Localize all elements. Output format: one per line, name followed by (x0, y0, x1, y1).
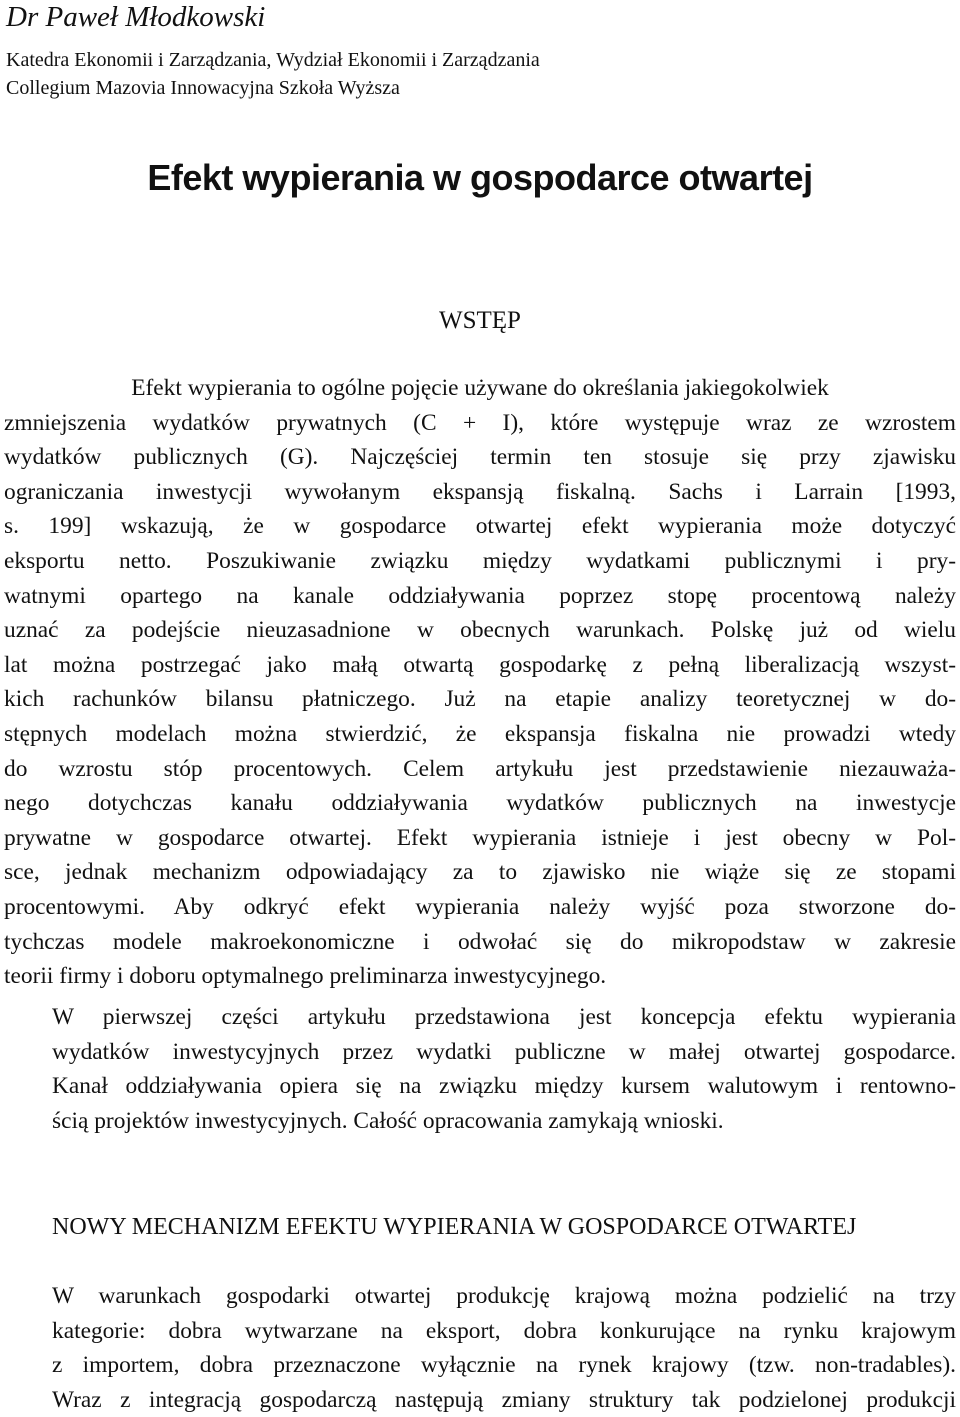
text-line: Kanał oddziaływania opiera się na związku między kursem walutowym i rentowno- (52, 1073, 956, 1100)
text-line: watnymi opartego na kanale oddziaływania poprzez stopę procentową należy (4, 582, 956, 609)
paragraph-introduction-1 (4, 371, 956, 994)
text-line: z importem, dobra przeznaczone wyłącznie na rynek krajowy (tzw. non-tradables). (52, 1352, 956, 1379)
text-line: uznać za podejście nieuzasadnione w obecnych warunkach. Polskę już od wielu (4, 617, 956, 644)
text-line: W pierwszej części artykułu przedstawiona jest koncepcja efektu wypierania (52, 1004, 956, 1030)
text-line: teorii firmy i doboru optymalnego preliminarza inwestycyjnego. (4, 963, 607, 990)
text-line: sce, jednak mechanizm odpowiadający za to zjawisko nie wiąże się ze stopami (4, 859, 956, 886)
text-line: lat można postrzegać jako małą otwartą gospodarkę z pełną liberalizacją wszyst- (4, 651, 956, 678)
text-line: Efekt wypierania to ogólne pojęcie używane do określania jakiegokolwiek (131, 375, 829, 401)
text-line: W warunkach gospodarki otwartej produkcję krajową można podzielić na trzy (52, 1283, 956, 1309)
text-line: ograniczania inwestycji wywołanym ekspansją fiskalną. Sachs i Larrain [1993, (4, 478, 956, 505)
affiliation-department: Katedra Ekonomii i Zarządzania, Wydział Ekonomii i Zarządzania (6, 49, 540, 71)
text-line: prywatne w gospodarce otwartej. Efekt wypierania istnieje i jest obecny w Pol- (4, 824, 956, 851)
paper-title: Efekt wypierania w gospodarce otwartej (147, 157, 813, 198)
paragraph-new-mechanism-1 (4, 1279, 956, 1417)
text-line: tychczas modele makroekonomiczne i odwołać się do mikropodstaw w zakresie (4, 928, 956, 955)
affiliation-institution: Collegium Mazovia Innowacyjna Szkoła Wyższa (6, 77, 400, 99)
section-heading-introduction: WSTĘP (439, 307, 521, 334)
text-line: zmniejszenia wydatków prywatnych (C + I), które występuje wraz ze wzrostem (4, 409, 956, 436)
text-line: s. 199] wskazują, że w gospodarce otwartej efekt wypierania może dotyczyć (4, 513, 956, 540)
text-line: eksportu netto. Poszukiwanie związku między wydatkami publicznymi i pry- (4, 547, 956, 574)
text-line: ścią projektów inwestycyjnych. Całość opracowania zamykają wnioski. (52, 1107, 724, 1134)
text-line: kich rachunków bilansu płatniczego. Już na etapie analizy teoretycznej w do- (4, 686, 956, 713)
text-line: procentowymi. Aby odkryć efekt wypierania należy wyjść poza stworzone do- (4, 893, 956, 920)
text-line: wydatków publicznych (G). Najczęściej termin ten stosuje się przy zjawisku (4, 444, 956, 471)
text-line: nego dotychczas kanału oddziaływania wydatków publicznych na inwestycje (4, 790, 956, 817)
section-heading-new-mechanism: NOWY MECHANIZM EFEKTU WYPIERANIA W GOSPODARCE OTWARTEJ (52, 1214, 857, 1240)
text-line: wydatków inwestycyjnych przez wydatki publiczne w małej otwartej gospodarce. (52, 1038, 956, 1065)
text-line: do wzrostu stóp procentowych. Celem artykułu jest przedstawienie niezauważa- (4, 755, 956, 782)
author-name: Dr Paweł Młodkowski (6, 1, 266, 33)
text-line: stępnych modelach można stwierdzić, że ekspansja fiskalna nie prowadzi wtedy (4, 720, 956, 747)
text-line: kategorie: dobra wytwarzane na eksport, dobra konkurujące na rynku krajowym (52, 1317, 956, 1344)
text-line: Wraz z integracją gospodarczą następują zmiany struktury tak podzielonej produkcji (52, 1386, 956, 1413)
paragraph-introduction-2 (4, 1000, 956, 1138)
